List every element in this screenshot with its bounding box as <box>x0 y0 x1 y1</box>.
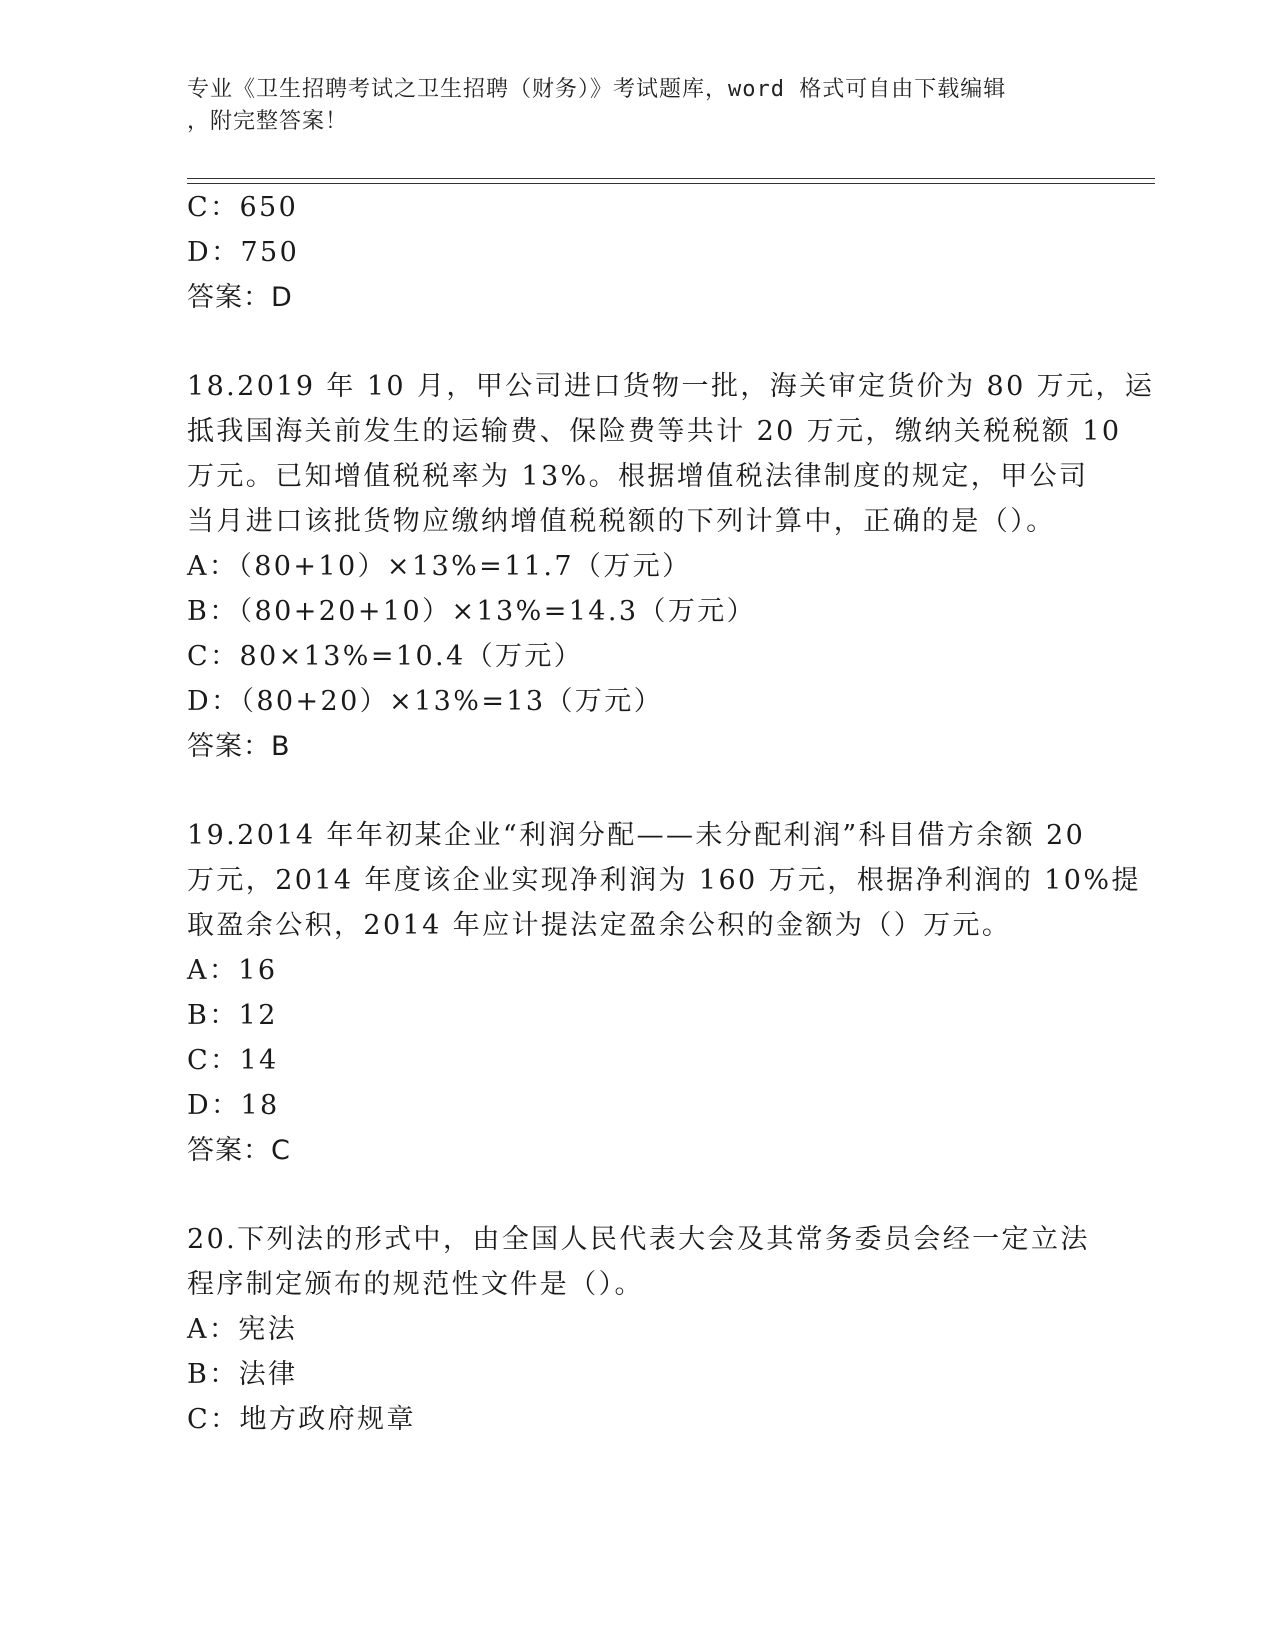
q18-option-d: D：（80+20）×13%=13（万元） <box>187 686 664 717</box>
q20-option-c: C：地方政府规章 <box>187 1404 416 1435</box>
q20-option-b: B：法律 <box>187 1359 298 1390</box>
q20-stem-line-1: 20.下列法的形式中，由全国人民代表大会及其常务委员会经一定立法 <box>187 1224 1090 1255</box>
q19-stem-line-1: 19.2014 年年初某企业“利润分配——未分配利润”科目借方余额 20 <box>187 820 1086 851</box>
q17-answer: 答案：D <box>187 282 293 313</box>
q18-option-a: A：（80+10）×13%=11.7（万元） <box>187 551 692 582</box>
header-divider-bottom <box>187 183 1155 184</box>
header-line-1: 专业《卫生招聘考试之卫生招聘（财务）》考试题库，word 格式可自由下载编辑 <box>187 77 1007 102</box>
q18-stem-line-1: 18.2019 年 10 月，甲公司进口货物一批，海关审定货价为 80 万元，运 <box>187 371 1155 402</box>
page-header <box>187 74 1087 138</box>
q19-option-c: C：14 <box>187 1045 279 1076</box>
q19-answer: 答案：C <box>187 1135 291 1166</box>
q19-stem-line-2: 万元，2014 年度该企业实现净利润为 160 万元，根据净利润的 10%提 <box>187 865 1141 896</box>
q19-option-d: D：18 <box>187 1090 280 1121</box>
q18-stem-line-3: 万元。已知增值税税率为 13%。根据增值税法律制度的规定，甲公司 <box>187 461 1089 492</box>
header-divider-top <box>187 178 1155 179</box>
q20-stem-line-2: 程序制定颁布的规范性文件是（）。 <box>187 1269 644 1300</box>
q18-option-b: B：（80+20+10）×13%=14.3（万元） <box>187 596 757 627</box>
q18-option-c: C：80×13%=10.4（万元） <box>187 641 584 672</box>
header-line-2: ，附完整答案！ <box>187 109 349 134</box>
q19-stem-line-3: 取盈余公积，2014 年应计提法定盈余公积的金额为（）万元。 <box>187 910 1012 941</box>
q18-answer: 答案：B <box>187 731 291 762</box>
q18-stem-line-4: 当月进口该批货物应缴纳增值税税额的下列计算中，正确的是（）。 <box>187 506 1056 537</box>
q19-option-b: B：12 <box>187 1000 278 1031</box>
q18-stem-line-2: 抵我国海关前发生的运输费、保险费等共计 20 万元，缴纳关税税额 10 <box>187 416 1122 447</box>
q20-option-a: A：宪法 <box>187 1314 298 1345</box>
q17-option-c: C：650 <box>187 192 299 223</box>
q19-option-a: A：16 <box>187 955 278 986</box>
q17-option-d: D：750 <box>187 237 300 268</box>
